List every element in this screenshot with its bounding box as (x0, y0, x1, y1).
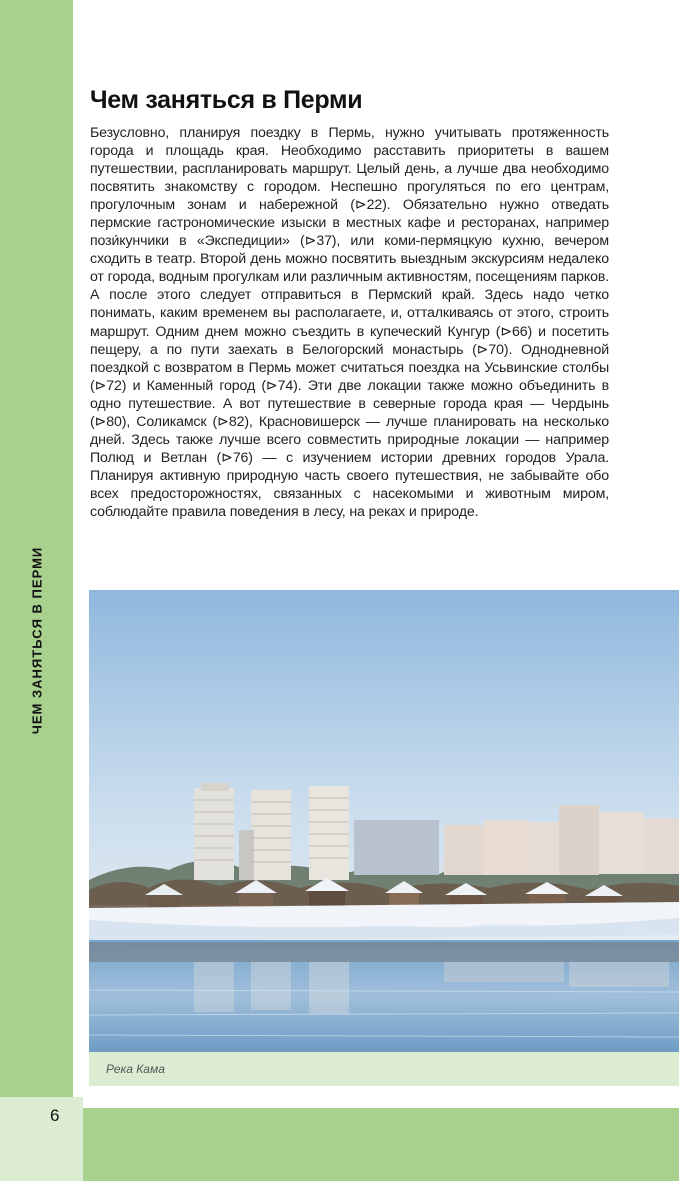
page-title: Чем заняться в Перми (90, 86, 363, 114)
river-photo-illustration (89, 590, 679, 1052)
photo-caption: Река Кама (106, 1062, 165, 1076)
caption-bar (89, 1052, 679, 1086)
article-body: Безусловно, планируя поездку в Пермь, нужно учитывать протяженность города и площадь края. Необходимо расставить приоритеты в вашем путешествии, распланировать маршрут. Целый день, а лучше два необходимо посвятить знакомству с городом. Неспешно прогуляться по его центрам, прогулочным зонам и набережной (⊳22). Обязательно нужно отведать пермские гастрономические изыски в местных кафе и ресторанах, например пози́кунчики в «Экспедиции» (⊳37), или коми-пермяцкую кухню, вечером сходить в театр. Второй день можно посвятить выездным экскурсиям недалеко от города, водным прогулкам или различным активностям, посещениям парков. А после этого следует отправиться в Пермский край. Здесь надо четко понимать, каким временем вы располагаете, и, отталкиваясь от этого, строить маршрут. Одним днем можно съездить в купеческий Кунгур (⊳66) и посетить пещеру, а по пути заехать в Белогорский монастырь (⊳70). Однодневной поездкой с возвратом в Пермь может считаться поездка на Усьвинские столбы (⊳72) и Каменный город (⊳74). Эти две локации также можно объединить в одно путешествие. А вот путешествие в северные города края — Чердынь (⊳80), Соликамск (⊳82), Красновишерск — лучше планировать на несколько дней. Здесь также лучше всего совместить природные локации — например Полюд и Ветлан (⊳76) — с изучением истории древних городов Урала. Планируя активную природную часть своего путешествия, не забывайте обо всех предосторожностях, связанных с насекомыми и животным миром, соблюдайте правила поведения в лесу, на реках и природе. (90, 125, 609, 520)
section-running-title (0, 540, 73, 740)
bottom-bar (83, 1108, 679, 1181)
river-photo (89, 590, 679, 1052)
page-number: 6 (50, 1106, 60, 1125)
section-title-text: ЧЕМ ЗАНЯТЬСЯ В ПЕРМИ (29, 546, 45, 734)
page-number-box (0, 1097, 83, 1181)
